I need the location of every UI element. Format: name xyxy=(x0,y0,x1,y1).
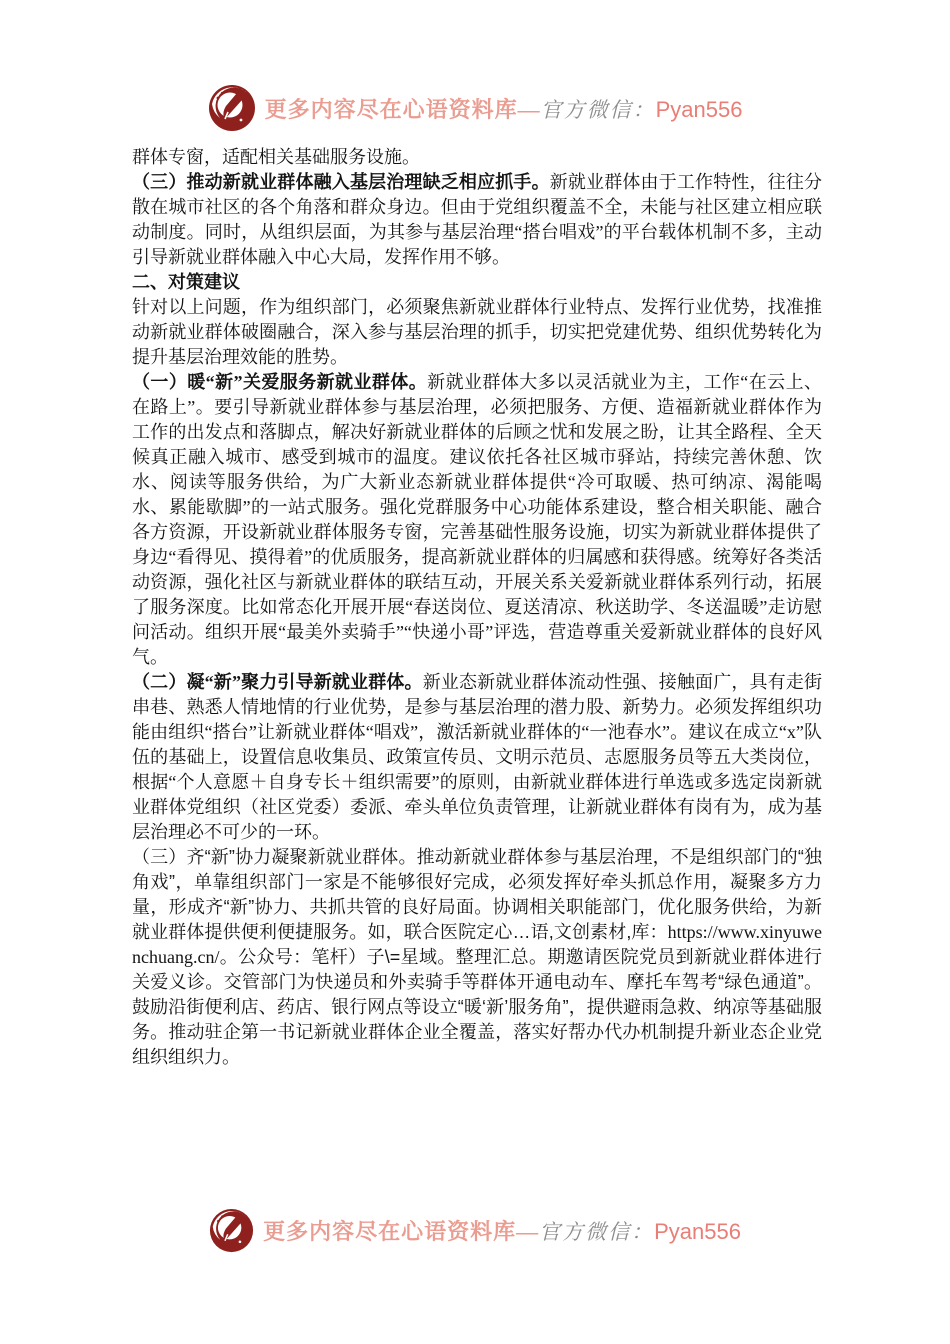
paragraph xyxy=(132,845,822,1070)
text-run: （一）暖“新”关爱服务新就业群体。 xyxy=(132,372,428,392)
text-run: （三）齐“新”协力凝聚新就业群体。 xyxy=(132,847,417,867)
text-run: 。公众号：笔杆）子\=星域。整理汇总。期邀请医院党员到新就业群体进行关爱义诊。交管部门为快递员和外卖骑手等群体开通电动车、摩托车驾考“绿色通道”。鼓励沿街便利店、药店、银行网点等设立“暖‘新’服务角”，提供避雨急救、纳凉等基础服务。推动驻企第一书记新就业群体企业全覆盖，落实好帮办代办机制提升新业态企业党组织组织力。 xyxy=(132,947,822,1067)
text-run: https://www.xinyuwenchuang.cn/ xyxy=(132,922,822,967)
watermark-wechat-id: Pyan556 xyxy=(655,96,743,122)
paragraph xyxy=(132,670,822,845)
watermark-site-name: 更多内容尽在心语资料库— xyxy=(264,96,541,122)
watermark-wechat-label: 官方微信： xyxy=(540,97,656,122)
paragraph xyxy=(132,295,822,370)
text-run: 推动新就业群体参与基层治理，不是组织部门的“独角戏”，单靠组织部门一家是不能够很好完成，必须发挥好牵头抓总作用，凝聚多方力量，形成齐“新”协力、共抓共管的良好局面。协调相关职能部门，优化服务供给，为新就业群体提供便利便捷服务。如，联合医院定心…语,文创素材,库： xyxy=(132,847,822,942)
text-run: 群体专窗，适配相关基础服务设施。 xyxy=(132,147,420,167)
text-run: 新就业群体大多以灵活就业为主，工作“在云上、在路上”。要引导新就业群体参与基层治理，必须把服务、方便、造福新就业群体作为工作的出发点和落脚点，解决好新就业群体的后顾之忧和发展之盼，让其全路程、全天候真正融入城市、感受到城市的温度。建议依托各社区城市驿站，持续完善休憩、饮水、阅读等服务供给，为广大新业态新就业群体提供“冷可取暖、热可纳凉、渴能喝水、累能歇脚”的一站式服务。强化党群服务中心功能体系建设，整合相关职能、融合各方资源，开设新就业群体服务专窗，完善基础性服务设施，切实为新就业群体提供了身边“看得见、摸得着”的优质服务，提高新就业群体的归属感和获得感。统筹好各类活动资源，强化社区与新就业群体的联结互动，开展关系关爱新就业群体系列行动，拓展了服务深度。比如常态化开展开展“春送岗位、夏送清凉、秋送助学、冬送温暖”走访慰问活动。组织开展“最美外卖骑手”“快递小哥”评选，营造尊重关爱新就业群体的良好风气。 xyxy=(132,372,822,667)
document-body xyxy=(132,145,822,1070)
footer-watermark xyxy=(0,1208,950,1253)
paragraph xyxy=(132,145,822,170)
paragraph xyxy=(132,370,822,670)
xinyu-logo-icon xyxy=(209,1208,254,1253)
text-run: 新业态新就业群体流动性强、接触面广，具有走街串巷、熟悉人情地情的行业优势，是参与基层治理的潜力股、新势力。必须发挥组织功能由组织“搭台”让新就业群体“唱戏”，激活新就业群体的“一池春水”。建议在成立“x”队伍的基础上，设置信息收集员、政策宣传员、文明示范员、志愿服务员等五大类岗位，根据“个人意愿＋自身专长＋组织需要”的原则，由新就业群体进行单选或多选定岗新就业群体党组织（社区党委）委派、牵头单位负责管理，让新就业群体有岗有为，成为基层治理必不可少的一环。 xyxy=(132,672,823,842)
text-run: 新就业群体由于工作特性，往往分散在城市社区的各个角落和群众身边。但由于党组织覆盖不全，未能与社区建立相应联动制度。同时，从组织层面，为其参与基层治理“搭台唱戏”的平台载体机制不多，主动引导新就业群体融入中心大局，发挥作用不够。 xyxy=(132,172,823,267)
paragraph xyxy=(132,170,822,270)
text-run: 针对以上问题，作为组织部门，必须聚焦新就业群体行业特点、发挥行业优势，找准推动新就业群体破圈融合，深入参与基层治理的抓手，切实把党建优势、组织优势转化为提升基层治理效能的胜势。 xyxy=(132,297,822,367)
text-run: （二）凝“新”聚力引导新就业群体。 xyxy=(132,672,423,692)
watermark-wechat-id: Pyan556 xyxy=(654,1219,741,1244)
watermark-text xyxy=(263,1215,741,1246)
header-watermark xyxy=(0,84,950,132)
paragraph xyxy=(132,270,822,295)
watermark-site-name: 更多内容尽在心语资料库— xyxy=(263,1219,540,1244)
watermark-text xyxy=(265,93,743,124)
text-run: （三）推动新就业群体融入基层治理缺乏相应抓手。 xyxy=(132,172,550,192)
watermark-wechat-label: 官方微信： xyxy=(539,1220,655,1244)
xinyu-logo-icon xyxy=(208,84,256,132)
text-run: 二、对策建议 xyxy=(132,272,240,292)
